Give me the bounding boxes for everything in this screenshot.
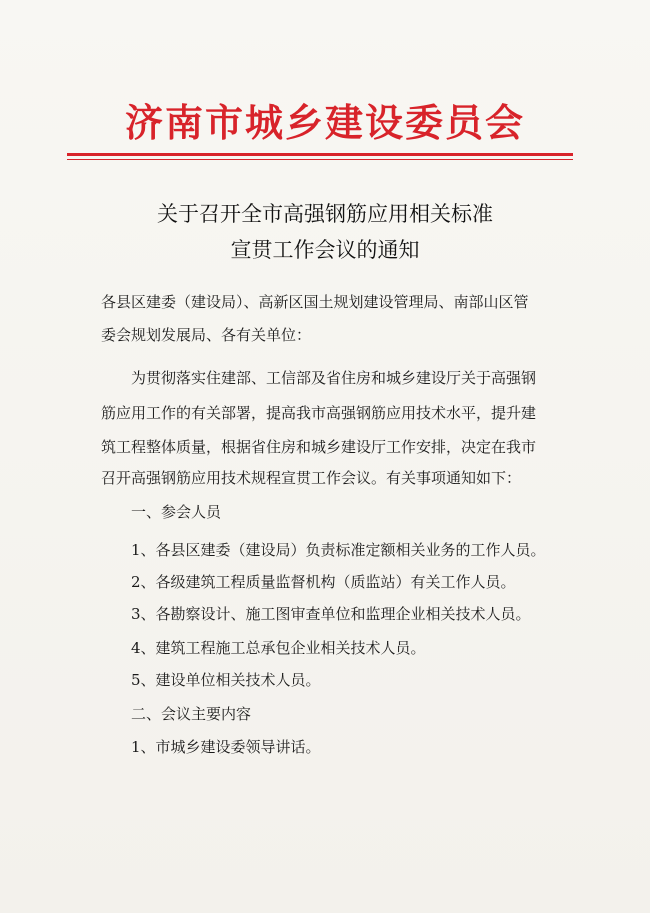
notice-title-line-1: 关于召开全市高强钢筋应用相关标准 xyxy=(157,202,493,226)
section-1-item: 2、各级建筑工程质量监督机构（质监站）有关工作人员。 xyxy=(131,573,516,591)
letterhead-red-rule-thin xyxy=(67,159,573,160)
addressee-line-1: 各县区建委（建设局）、高新区国土规划建设管理局、南部山区管 xyxy=(101,293,529,311)
intro-line-1: 为贯彻落实住建部、工信部及省住房和城乡建设厅关于高强钢 xyxy=(131,369,537,387)
letterhead-red-rule-thick xyxy=(67,153,573,156)
section-2-heading: 二、会议主要内容 xyxy=(131,705,252,723)
notice-title xyxy=(0,196,650,268)
intro-line-2: 筋应用工作的有关部署，提高我市高强钢筋应用技术水平，提升建 xyxy=(101,404,537,422)
section-1-heading: 一、参会人员 xyxy=(131,503,222,521)
section-2-item: 1、市城乡建设委领导讲话。 xyxy=(131,738,321,756)
intro-line-3: 筑工程整体质量，根据省住房和城乡建设厅工作安排，决定在我市 xyxy=(101,438,537,456)
notice-title-line-2: 宣贯工作会议的通知 xyxy=(230,238,420,262)
section-1-item: 4、建筑工程施工总承包企业相关技术人员。 xyxy=(131,639,426,657)
intro-line-4: 召开高强钢筋应用技术规程宣贯工作会议。有关事项通知如下： xyxy=(101,469,522,487)
section-1-item: 1、各县区建委（建设局）负责标准定额相关业务的工作人员。 xyxy=(131,541,546,559)
addressee-line-2: 委会规划发展局、各有关单位： xyxy=(101,326,312,344)
letterhead-org-name: 济南市城乡建设委员会 xyxy=(124,100,525,145)
section-1-item: 5、建设单位相关技术人员。 xyxy=(131,671,321,689)
section-1-item: 3、各勘察设计、施工图审查单位和监理企业相关技术人员。 xyxy=(131,605,531,623)
